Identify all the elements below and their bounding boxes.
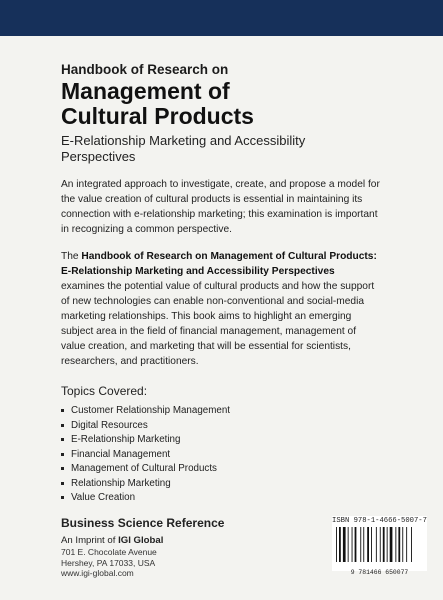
topic-item: Customer Relationship Management	[61, 404, 381, 419]
paragraph-2-body: examines the potential value of cultural products and how the support of new technologies can enable non-conventional and social-media marketing relationships. This book aims to highlight an emerging subject area in the field of financial management, management of value creation, and marketing that will be essential for scientists, researchers, and practitioners.	[61, 281, 375, 367]
topic-item: E-Relationship Marketing	[61, 433, 381, 448]
address-line-2: Hershey, PA 17033, USA	[61, 557, 156, 568]
isbn-text: ISBN 978-1-4666-5007-7	[332, 517, 427, 525]
topic-item: Financial Management	[61, 448, 381, 463]
publisher-block	[61, 516, 301, 579]
book-title	[61, 79, 381, 129]
imprint-line	[61, 535, 301, 547]
description-paragraph-2	[61, 249, 381, 369]
address-line-1: 701 E. Chocolate Avenue	[61, 547, 157, 557]
publisher-name: Business Science Reference	[61, 516, 225, 530]
barcode-box	[332, 516, 427, 576]
topic-item: Value Creation	[61, 491, 381, 506]
book-title-line-1: Management of	[61, 78, 230, 104]
topics-heading: Topics Covered:	[61, 384, 148, 398]
paragraph-2-intro: The	[61, 251, 82, 262]
book-subtitle: E-Relationship Marketing and Accessibility Perspectives	[61, 133, 306, 164]
series-title: Handbook of Research on	[61, 62, 229, 77]
back-cover-content	[61, 62, 381, 506]
topic-item: Digital Resources	[61, 419, 381, 434]
publisher-website: www.igi-global.com	[61, 568, 134, 578]
topic-item: Relationship Marketing	[61, 477, 381, 492]
barcode-digits: 9 781466 650077	[350, 569, 409, 576]
imprint-prefix: An Imprint of	[61, 535, 119, 546]
imprint-name: IGI Global	[118, 535, 164, 546]
paragraph-2-book-title: Handbook of Research on Management of Cultural Products: E-Relationship Marketing and Accessibility Perspectives	[61, 251, 377, 277]
top-color-band	[0, 0, 443, 36]
topic-item: Management of Cultural Products	[61, 462, 381, 477]
topics-list	[61, 404, 381, 506]
description-paragraph-1: An integrated approach to investigate, create, and propose a model for the value creation of cultural products is essential in maintaining its connection with e-relationship marketing; this examination is important in recognizing a common perspective.	[61, 179, 380, 235]
barcode-icon	[332, 526, 427, 564]
book-title-line-2: Cultural Products	[61, 103, 254, 129]
